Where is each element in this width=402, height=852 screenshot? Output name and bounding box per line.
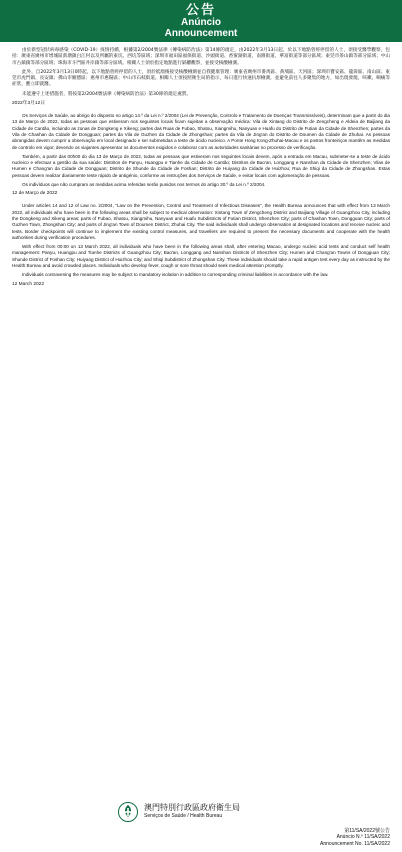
zh-paragraph-2: 此外，自2022年3月13日0時起，以下地點曾經停留的人士，須於抵澳後接受核酸檢測並自我健康管理：廣東省廣州市番禺區、黃埔區、天河區；深圳市寶安區、龍崗區、南山區；東莞市虎門鎮、長安鎮；佛山市順德區；惠州市惠陽區；中山市石岐街道。相關人士須按照衛生局的指示，每日進行快速抗原檢測，並避免前往人多聚集的地方，如出現發燒、咳嗽、咽痛等症狀，應立即就醫。	[12, 69, 390, 88]
title-zh: 公告	[185, 2, 216, 17]
reference-zh: 第11/SA/2022號公告	[344, 828, 390, 834]
org-block	[118, 802, 240, 822]
reference-en: Announcement No. 11/SA/2022	[320, 840, 390, 847]
announcement-footer	[0, 782, 402, 852]
announcement-content	[0, 42, 402, 288]
reference-pt: Anúncio N.º 11/SA/2022	[336, 834, 390, 841]
health-bureau-logo-icon	[118, 802, 138, 822]
pt-paragraph-1: Os Serviços de Saúde, ao abrigo do disposto no artigo 14.º da Lei n.º 2/2004 (Lei de Prevenção, Controlo e Tratamento de Doenças Transmissíveis), determinam que a partir do dia 13 de Março de 2022, todas as pessoas que estiveram nos seguintes locais ficam sujeitas a observação médica: Vila de Xintang do Distrito de Zengcheng e Aldeia de Baijiang da Cidade de Cantão, incluindo as zonas de Dongkeng e Xikeng; partes das Ruas de Fubao, Shatou, Xiangmihu, Nanyuan e Huafu do Distrito de Futian da Cidade de Shenzhen; partes da Vila de Chashan da Cidade de Dongguan; partes da Vila de Guzhen da Cidade de Zhongshan; partes da Vila de Jing'an do Distrito de Doumen da Cidade de Zhuhai. As pessoas abrangidas devem cumprir a observação em local designado e ser submetidas a teste de ácido nucleico. A Ponte Hong Kong-Zhuhai-Macau e os postos fronteiriços mantêm as medidas de controlo em vigor, devendo os viajantes apresentar os documentos exigidos e colaborar com as autoridades sanitárias no processo de verificação.	[12, 113, 390, 150]
pt-paragraph-3: Os indivíduos que não cumpram as medidas acima referidas serão punidos nos termos do artigo 30.º da Lei n.º 2/2004.	[22, 182, 266, 188]
section-portuguese	[12, 113, 390, 197]
en-paragraph-1: Under articles 14 and 12 of Law no. 2/2004, "Law on the Prevention, Control and Treatment of Infectious Diseases", the Health Bureau announces that with effect from 13 March 2022, all individuals who have been in the following areas shall be subject to medical observation: Xintang Town of Zengcheng District and Baijiang Village of Guangzhou City, including the Dongkeng and Xikeng areas; parts of Fubao, Shatou, Xiangmihu, Nanyuan and Huafu Subdistricts of Futian District, Shenzhen City; parts of Chashan Town, Dongguan City; parts of Guzhen Town, Zhongshan City; and parts of Jing'an Town of Doumen District, Zhuhai City. The said individuals shall undergo observation at designated locations and receive nucleic acid tests. Border checkpoints will continue to implement the existing control measures, and travellers are required to present the necessary documents and cooperate with the health authorities during verification procedures.	[12, 203, 390, 240]
en-date: 12 March 2022	[12, 281, 44, 287]
zh-paragraph-3: 未能遵守上述措施者，將按第2/2004號法律《傳染病防治法》第30條的規定處罰。	[22, 91, 192, 97]
announcement-header	[0, 0, 402, 42]
org-name-en: Serviços de Saúde / Health Bureau	[144, 813, 223, 819]
en-paragraph-2: With effect from 00:00 on 13 March 2022, all individuals who have been in the following areas shall, after entering Macao, undergo nucleic acid tests and conduct self health management: Panyu, Huangpu and Tianhe Districts of Guangzhou City; Bao'an, Longgang and Nanshan Districts of Shenzhen City; Humen and Chang'an Towns of Dongguan City; Shunde District of Foshan City; Huiyang District of Huizhou City; and Shiqi Subdistrict of Zhongshan City. These individuals should take a rapid antigen test every day as instructed by the Health Bureau and avoid crowded places. Individuals who develop fever, cough or sore throat should seek medical attention promptly.	[12, 244, 390, 269]
announcement-reference	[320, 828, 390, 847]
zh-paragraph-1: 由於新型冠狀病毒感染（COVID-19）疫情持續，根據第2/2004號法律《傳染病防治法》第14條的規定，由2022年3月13日起，於以下地點曾經停留的人士，須接受醫學觀察，包括：廣東省廣州市增城區新塘鎮白江村以及所屬的東坑、西坑等區域；深圳市福田區福保街道、沙頭街道、香蜜湖街道、南園街道、華富街道等部分區域；東莞市茶山鎮等部分區域；中山市古鎮鎮等部分區域；珠海市斗門區井岸鎮等部分區域。相關人士須於指定地點進行隔離觀察，並接受核酸檢測。	[12, 48, 390, 66]
en-paragraph-3: Individuals contravening the measures may be subject to mandatory isolation in addition to corresponding criminal liabilities in accordance with the law.	[22, 272, 329, 278]
org-name	[144, 803, 240, 821]
pt-paragraph-2: Também, a partir das 00h00 do dia 13 de Março de 2022, todas as pessoas que estiveram nos seguintes locais devem, após a entrada em Macau, submeter-se a teste de ácido nucleico e efectuar a gestão da sua saúde: Distritos de Panyu, Huangpu e Tianhe da Cidade de Cantão; Distritos de Bao'an, Longgang e Nanshan da Cidade de Shenzhen; Vilas de Humen e Chang'an da Cidade de Dongguan; Distrito de Shunde da Cidade de Foshan; Distrito de Huiyang da Cidade de Huizhou; Rua de Shiqi da Cidade de Zhongshan. Estas pessoas devem realizar diariamente teste rápido de antigénio, conforme as instruções dos Serviços de Saúde, e evitar locais com aglomeração de pessoas.	[12, 153, 390, 178]
pt-date: 12 de Março de 2022	[12, 191, 58, 197]
title-pt: Anúncio	[181, 17, 221, 28]
section-english	[12, 203, 390, 287]
title-en: Announcement	[164, 28, 238, 39]
zh-date: 2022年3月12日	[12, 101, 46, 107]
org-name-zh: 澳門特別行政區政府衛生局	[144, 803, 240, 812]
section-chinese	[12, 48, 390, 107]
